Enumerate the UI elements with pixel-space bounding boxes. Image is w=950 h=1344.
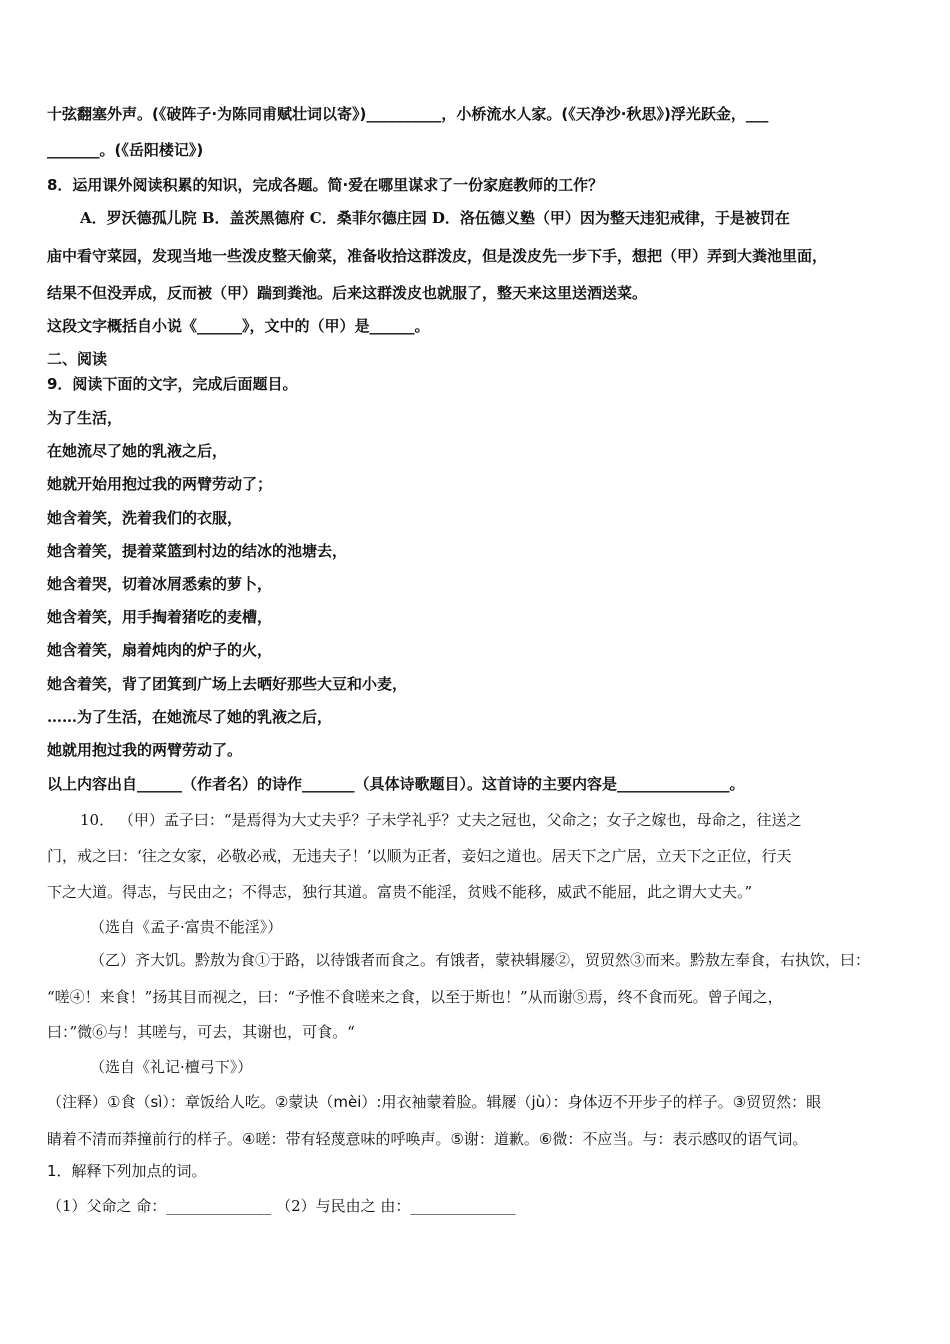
poem-line: 她含着哭，切着冰屑悉索的萝卜，: [47, 575, 273, 593]
poem-line: 她含着笑，提着菜篮到村边的结冰的池塘去，: [47, 542, 348, 560]
q9-question: 9．阅读下面的文字，完成后面题目。: [47, 375, 298, 393]
poem-line: 她含着笑，洗着我们的衣服，: [47, 509, 243, 527]
q10-jia-source: （选自《孟子·富贵不能淫》）: [90, 918, 283, 936]
poem-line: ……为了生活，在她流尽了她的乳液之后，: [47, 708, 333, 726]
q10-yi-line2: “嗟④！来食！”扬其目而视之，曰：“予惟不食嗟来之食，以至于斯也！”从而谢⑤焉，终不食而死。曾子闻之，: [47, 988, 783, 1006]
q8-options: A．罗沃德孤儿院 B．盖茨黑德府 C．桑菲尔德庄园 D．洛伍德义塾（甲）因为整天违犯戒律，于是被罚在: [80, 209, 790, 227]
poem-line: 在她流尽了她的乳液之后，: [47, 442, 228, 460]
poem-line: 为了生活，: [47, 409, 123, 427]
q9-prompt: 以上内容出自______（作者名）的诗作_______（具体诗歌题目）。这首诗的主要内容是_______________。: [47, 775, 745, 793]
q7-line1: 十弦翻塞外声。(《破阵子·为陈同甫赋壮词以寄》)__________，小桥流水人家。(《天净沙·秋思》)浮光跃金，___: [47, 105, 769, 123]
q10-notes-line1: （注释）①食（sì）：章饭给人吃。②蒙诀（mèi）:用衣袖蒙着脸。辑屦（jù）：身体迈不开步子的样子。③贸贸然：眼: [47, 1093, 822, 1111]
q10-yi-line3: 曰：”微⑥与！其嗟与，可去，其谢也，可食。“: [47, 1023, 355, 1041]
q8-passage-line3: 结果不但没弄成，反而被（甲）踹到粪池。后来这群泼皮也就服了，整天来这里送酒送菜。: [47, 284, 648, 302]
poem-line: 她就用抱过我的两臂劳动了。: [47, 741, 243, 759]
q10-jia-line1: 10． （甲）孟子曰：“是焉得为大丈夫乎？子未学礼乎？丈夫之冠也，父命之；女子之嫁也，母命之，往送之: [80, 811, 802, 829]
q10-yi-line1: （乙）齐大饥。黔敖为食①于路，以待饿者而食之。有饿者，蒙袂辑屦②，贸贸然③而来。黔敖左奉食，右执饮，曰：: [90, 951, 871, 969]
q10-yi-source: （选自《礼记·檀弓下》）: [90, 1058, 253, 1076]
q10-jia-line3: 下之大道。得志，与民由之；不得志，独行其道。富贵不能淫，贫贱不能移，威武不能屈，此之谓大丈夫。”: [47, 883, 753, 901]
q10-notes-line2: 睛着不清而莽撞前行的样子。④嗟：带有轻蔑意味的呼唤声。⑤谢：道歉。⑥微：不应当。与：表示感叹的语气词。: [47, 1130, 808, 1148]
q10-subquestion-1: 1．解释下列加点的词。: [47, 1162, 207, 1180]
poem-line: 她含着笑，用手掏着猪吃的麦槽，: [47, 608, 273, 626]
q10-subquestion-1-items: （1）父命之 命：______________ （2）与民由之 由：______________: [47, 1197, 516, 1215]
section-title-reading: 二、阅读: [47, 350, 108, 368]
poem-line: 她含着笑，背了团箕到广场上去晒好那些大豆和小麦，: [47, 675, 408, 693]
q7-line2: _______。(《岳阳楼记》): [47, 141, 204, 159]
q8-question: 8．运用课外阅读积累的知识，完成各题。简·爱在哪里谋求了一份家庭教师的工作？: [47, 176, 604, 194]
poem-line: 她含着笑，扇着炖肉的炉子的火，: [47, 641, 273, 659]
q8-prompt: 这段文字概括自小说《______》，文中的（甲）是______。: [47, 317, 430, 335]
q10-jia-line2: 门，戒之曰：‘往之女家，必敬必戒，无违夫子！’以顺为正者，妾妇之道也。居天下之广居，立天下之正位，行天: [47, 847, 792, 865]
poem-line: 她就开始用抱过我的两臂劳动了；: [47, 475, 273, 493]
q8-passage-line2: 庙中看守菜园，发现当地一些泼皮整天偷菜，准备收拾这群泼皮，但是泼皮先一步下手，想把（甲）弄到大粪池里面，: [47, 247, 828, 265]
